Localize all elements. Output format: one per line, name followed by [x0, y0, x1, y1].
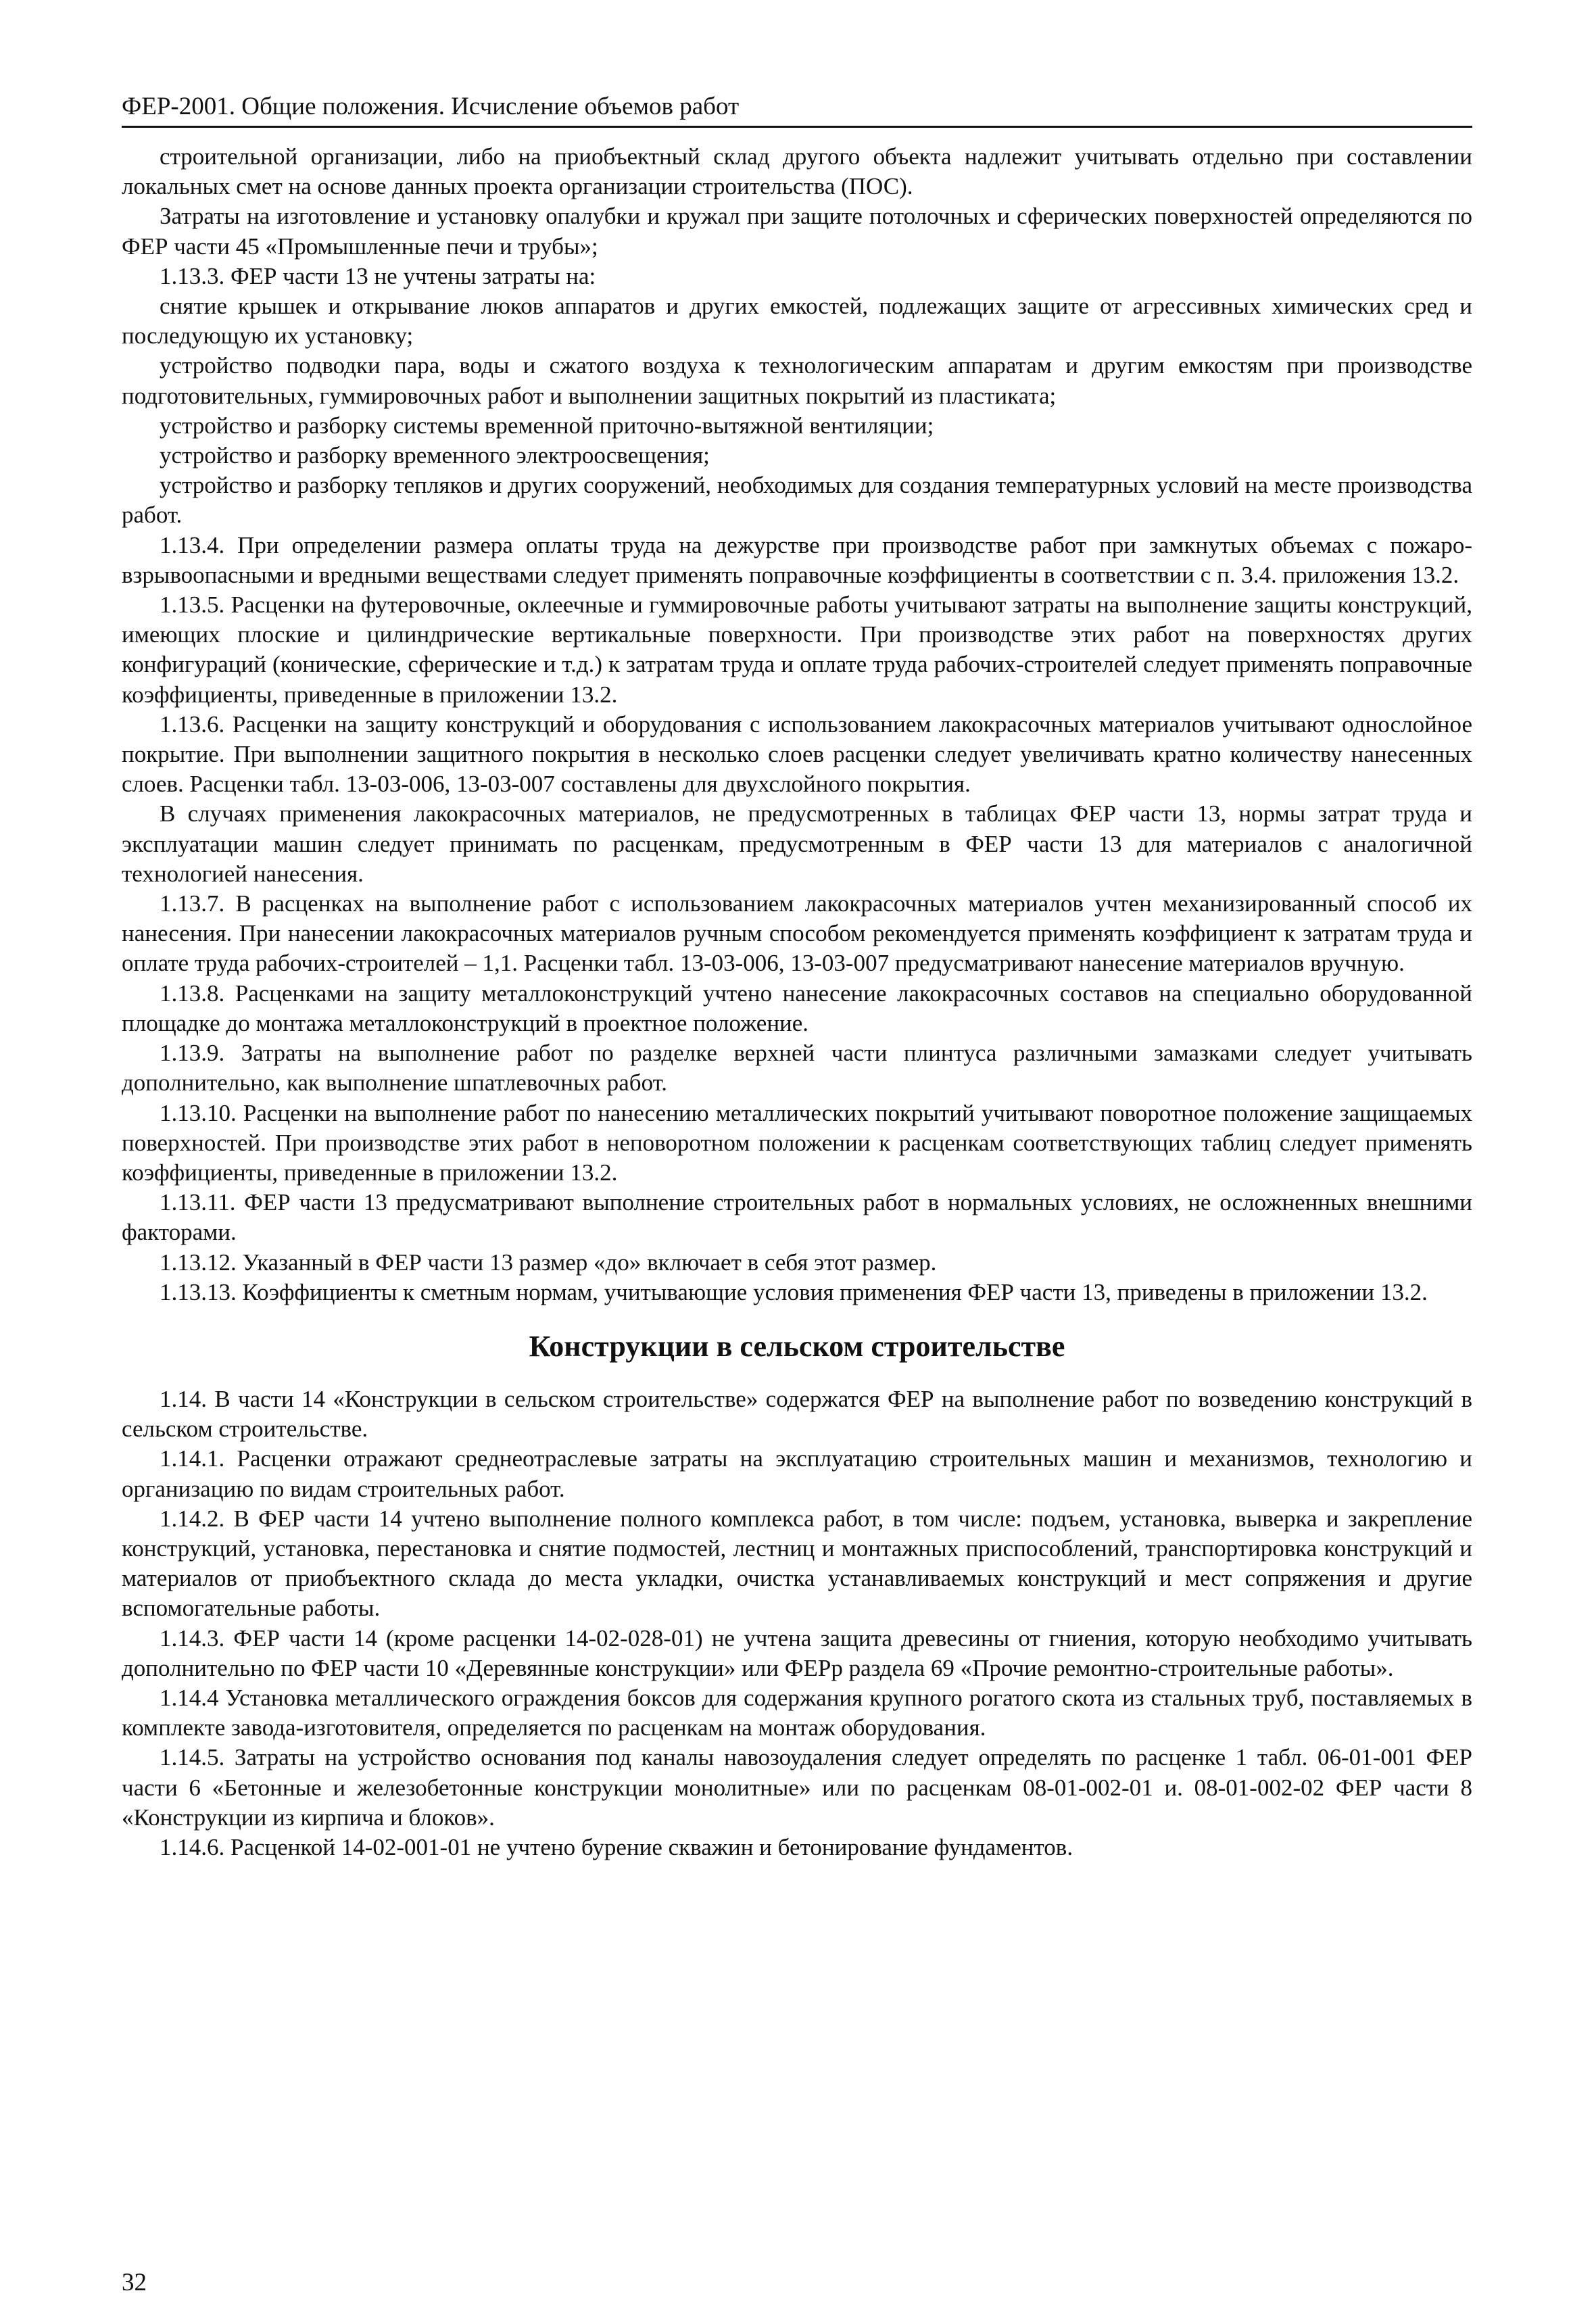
- paragraph: 1.14.4 Установка металлического ограждения боксов для содержания крупного рогатого скота из стальных труб, поставляемых в комплекте завода-изготовителя, определяется по расценкам на монтаж оборудования.: [122, 1684, 1472, 1741]
- paragraph: 1.13.12. Указанный в ФЕР части 13 размер «до» включает в себя этот размер.: [160, 1249, 937, 1276]
- paragraph: Затраты на изготовление и установку опалубки и кружал при защите потолочных и сферических поверхностей определяются по ФЕР части 45 «Промышленные печи и трубы»;: [122, 203, 1472, 260]
- paragraph: 1.13.9. Затраты на выполнение работ по разделке верхней части плинтуса различными замазками следует учитывать дополнительно, как выполнение шпатлевочных работ.: [122, 1040, 1472, 1096]
- paragraph: 1.14. В части 14 «Конструкции в сельском строительстве» содержатся ФЕР на выполнение работ по возведению конструкций в сельском строительстве.: [122, 1385, 1472, 1443]
- paragraph: 1.14.5. Затраты на устройство основания под каналы навозоудаления следует определять по расценке 1 табл. 06-01-001 ФЕР части 6 «Бетонные и железобетонные конструкции монолитные» или по расценкам 08-01-002-01 и. 08-01-002-02 ФЕР части 8 «Конструкции из кирпича и блоков».: [122, 1744, 1472, 1831]
- paragraph: устройство и разборку временного электроосвещения;: [160, 442, 710, 469]
- paragraph: 1.13.13. Коэффициенты к сметным нормам, учитывающие условия применения ФЕР части 13, приведены в приложении 13.2.: [160, 1278, 1428, 1305]
- paragraph: 1.14.2. В ФЕР части 14 учтено выполнение полного комплекса работ, в том числе: подъем, установка, выверка и закрепление конструкций, установка, перестановка и снятие подмостей, лестниц и монтажных приспособлений, транспортировка конструкций и материалов от приобъектного склада до места укладки, очистка устанавливаемых конструкций и мест сопряжения и другие вспомогательные работы.: [122, 1505, 1472, 1622]
- page-body: [122, 142, 1472, 1862]
- paragraphs-after-section: [122, 1384, 1472, 1862]
- paragraph: 1.13.4. При определении размера оплаты труда на дежурстве при производстве работ при замкнутых объемах с пожаро-взрывоопасными и вредными веществами следует применять поправочные коэффициенты в соответствии с п. 3.4. приложения 13.2.: [122, 531, 1472, 588]
- paragraph: 1.14.6. Расценкой 14-02-001-01 не учтено бурение скважин и бетонирование фундаментов.: [160, 1833, 1073, 1860]
- paragraph: 1.13.5. Расценки на футеровочные, оклеечные и гуммировочные работы учитывают затраты на выполнение защиты конструкций, имеющих плоские и цилиндрические вертикальные поверхности. При производстве этих работ на поверхностях других конфигураций (конические, сферические и т.д.) к затратам труда и оплате труда рабочих-строителей следует применять поправочные коэффициенты, приведенные в приложении 13.2.: [122, 592, 1472, 708]
- section-title: Конструкции в сельском строительстве: [529, 1329, 1065, 1363]
- running-header: ФЕР-2001. Общие положения. Исчисление объемов работ: [122, 93, 740, 120]
- page-number: 32: [122, 2269, 147, 2296]
- header-rule: [122, 126, 1472, 128]
- paragraph: устройство подводки пара, воды и сжатого воздуха к технологическим аппаратам и другим емкостям при производстве подготовительных, гуммировочных работ и выполнении защитных покрытий из пластиката;: [122, 352, 1472, 409]
- paragraph: устройство и разборку тепляков и других сооружений, необходимых для создания температурных условий на месте производства работ.: [122, 472, 1472, 529]
- paragraph: 1.13.7. В расценках на выполнение работ с использованием лакокрасочных материалов учтен механизированный способ их нанесения. При нанесении лакокрасочных материалов ручным способом рекомендуется применять коэффициент к затратам труда и оплате труда рабочих-строителей – 1,1. Расценки табл. 13-03-006, 13-03-007 предусматривают нанесение материалов вручную.: [122, 890, 1472, 977]
- paragraph: снятие крышек и открывание люков аппаратов и других емкостей, подлежащих защите от агрессивных химических сред и последующую их установку;: [122, 293, 1472, 349]
- paragraphs-before-section: [122, 142, 1472, 1307]
- paragraph: строительной организации, либо на приобъектный склад другого объекта надлежит учитывать отдельно при составлении локальных смет на основе данных проекта организации строительства (ПОС).: [122, 143, 1472, 200]
- paragraph: 1.13.11. ФЕР части 13 предусматривают выполнение строительных работ в нормальных условиях, не осложненных внешними факторами.: [122, 1189, 1472, 1246]
- paragraph: устройство и разборку системы временной приточно-вытяжной вентиляции;: [160, 412, 934, 439]
- paragraph: 1.14.1. Расценки отражают среднеотраслевые затраты на эксплуатацию строительных машин и механизмов, технологию и организацию по видам строительных работ.: [122, 1445, 1472, 1502]
- paragraph: 1.13.8. Расценками на защиту металлоконструкций учтено нанесение лакокрасочных составов на специально оборудованной площадке до монтажа металлоконструкций в проектное положение.: [122, 980, 1472, 1036]
- paragraph: 1.14.3. ФЕР части 14 (кроме расценки 14-02-028-01) не учтена защита древесины от гниения, которую необходимо учитывать дополнительно по ФЕР части 10 «Деревянные конструкции» или ФЕРр раздела 69 «Прочие ремонтно-строительные работы».: [122, 1624, 1472, 1681]
- paragraph: 1.13.10. Расценки на выполнение работ по нанесению металлических покрытий учитывают поворотное положение защищаемых поверхностей. При производстве этих работ в неповоротном положении к расценкам соответствующих таблиц следует применять коэффициенты, приведенные в приложении 13.2.: [122, 1099, 1472, 1186]
- paragraph: 1.13.3. ФЕР части 13 не учтены затраты на:: [160, 262, 596, 289]
- paragraph: 1.13.6. Расценки на защиту конструкций и оборудования с использованием лакокрасочных материалов учитывают однослойное покрытие. При выполнении защитного покрытия в несколько слоев расценки следует увеличивать кратно количеству нанесенных слоев. Расценки табл. 13-03-006, 13-03-007 составлены для двухслойного покрытия.: [122, 710, 1472, 798]
- paragraph: В случаях применения лакокрасочных материалов, не предусмотренных в таблицах ФЕР части 13, нормы затрат труда и эксплуатации машин следует принимать по расценкам, предусмотренным в ФЕР части 13 для материалов с аналогичной технологией нанесения.: [122, 800, 1472, 887]
